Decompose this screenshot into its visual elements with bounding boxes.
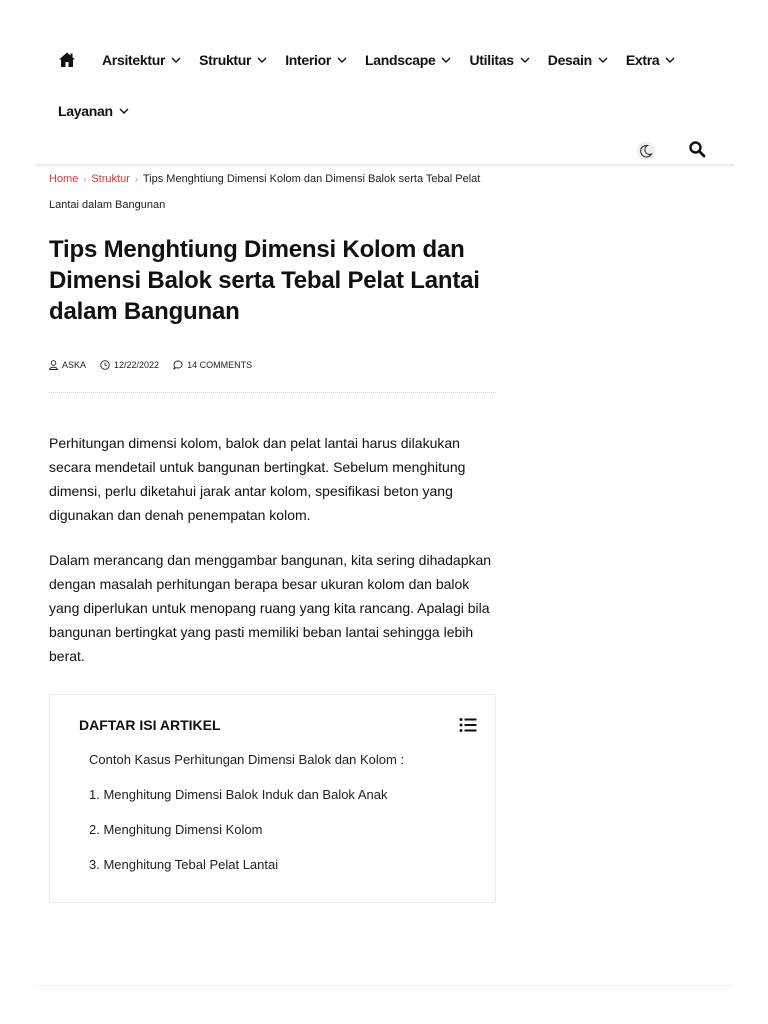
nav-item-label: Landscape [365, 52, 436, 68]
chevron-down-icon [119, 108, 129, 114]
nav-item-struktur[interactable] [199, 52, 267, 68]
chevron-down-icon [171, 57, 181, 63]
article-paragraph: Dalam merancang dan menggambar bangunan, kita sering dihadapkan dengan masalah perhitungan berapa besar ukuran kolom dan balok yang diperlukan untuk menopang ruang yang kita rancang. Apalagi bila bangunan bertingkat yang pasti memiliki beban lantai sehingga lebih berat. [49, 552, 492, 664]
breadcrumb-separator-icon: › [83, 174, 87, 184]
article-paragraph: Perhitungan dimensi kolom, balok dan pelat lantai harus dilakukan secara mendetail untuk bangunan bertingkat. Sebelum menghitung dimensi, perlu diketahui jarak antar kolom, spesifikasi beton yang digunakan dan denah penempatan kolom. [49, 435, 466, 523]
nav-item-label: Layanan [58, 103, 113, 119]
search-icon[interactable] [688, 140, 706, 158]
nav-item-layanan[interactable] [58, 103, 129, 119]
clock-icon [100, 360, 110, 370]
moon-icon[interactable] [636, 141, 656, 161]
chevron-down-icon [441, 57, 451, 63]
comments-count: 14 COMMENTS [187, 360, 253, 370]
nav-item-label: Arsitektur [102, 52, 166, 68]
chevron-down-icon [520, 57, 530, 63]
nav-item-arsitektur[interactable] [102, 52, 181, 68]
chevron-down-icon [665, 57, 675, 63]
user-icon [49, 360, 58, 370]
post-date [100, 360, 159, 370]
nav-item-label: Utilitas [469, 52, 514, 68]
chevron-down-icon [257, 57, 267, 63]
list-icon[interactable] [459, 717, 477, 733]
author-link[interactable] [49, 360, 86, 370]
table-of-contents [49, 694, 496, 903]
nav-item-extra[interactable] [626, 52, 676, 68]
post-date-text: 12/22/2022 [114, 360, 160, 370]
nav-item-landscape[interactable] [365, 52, 451, 68]
nav-item-desain[interactable] [548, 52, 608, 68]
nav-item-label: Extra [625, 52, 660, 68]
breadcrumb [49, 166, 489, 218]
toc-item[interactable]: 2. Menghitung Dimensi Kolom [89, 822, 263, 837]
comment-icon [173, 360, 183, 370]
nav-item-label: Desain [547, 52, 592, 68]
main-navigation [0, 0, 768, 166]
footer-divider [36, 985, 734, 986]
breadcrumb-category-link[interactable]: Struktur [91, 173, 130, 185]
chevron-down-icon [337, 57, 347, 63]
author-name: ASKA [62, 360, 87, 370]
breadcrumb-current: Tips Menghtiung Dimensi Kolom dan Dimensi Balok serta Tebal Pelat Lantai dalam Bangunan [49, 173, 481, 211]
nav-item-interior[interactable] [285, 52, 347, 68]
toc-list [89, 747, 404, 887]
toc-item[interactable]: Contoh Kasus Perhitungan Dimensi Balok dan Kolom : [89, 752, 405, 767]
nav-item-label: Interior [285, 52, 332, 68]
breadcrumb-home-link[interactable]: Home [49, 173, 79, 185]
toc-item[interactable]: 1. Menghitung Dimensi Balok Induk dan Balok Anak [89, 787, 388, 802]
comments-link[interactable] [173, 360, 252, 370]
chevron-down-icon [598, 57, 608, 63]
breadcrumb-separator-icon: › [134, 174, 138, 184]
nav-row-secondary [58, 99, 147, 123]
article-meta [49, 360, 266, 370]
article-title: Tips Menghtiung Dimensi Kolom dan Dimensi Balok serta Tebal Pelat Lantai dalam Bangunan [49, 236, 480, 325]
nav-item-label: Struktur [199, 52, 252, 68]
nav-item-utilitas[interactable] [469, 52, 529, 68]
toc-item[interactable]: 3. Menghitung Tebal Pelat Lantai [89, 857, 279, 872]
meta-divider [49, 392, 496, 393]
nav-row-primary [58, 48, 693, 72]
home-icon[interactable] [58, 51, 76, 69]
toc-title: DAFTAR ISI ARTIKEL [79, 717, 221, 733]
